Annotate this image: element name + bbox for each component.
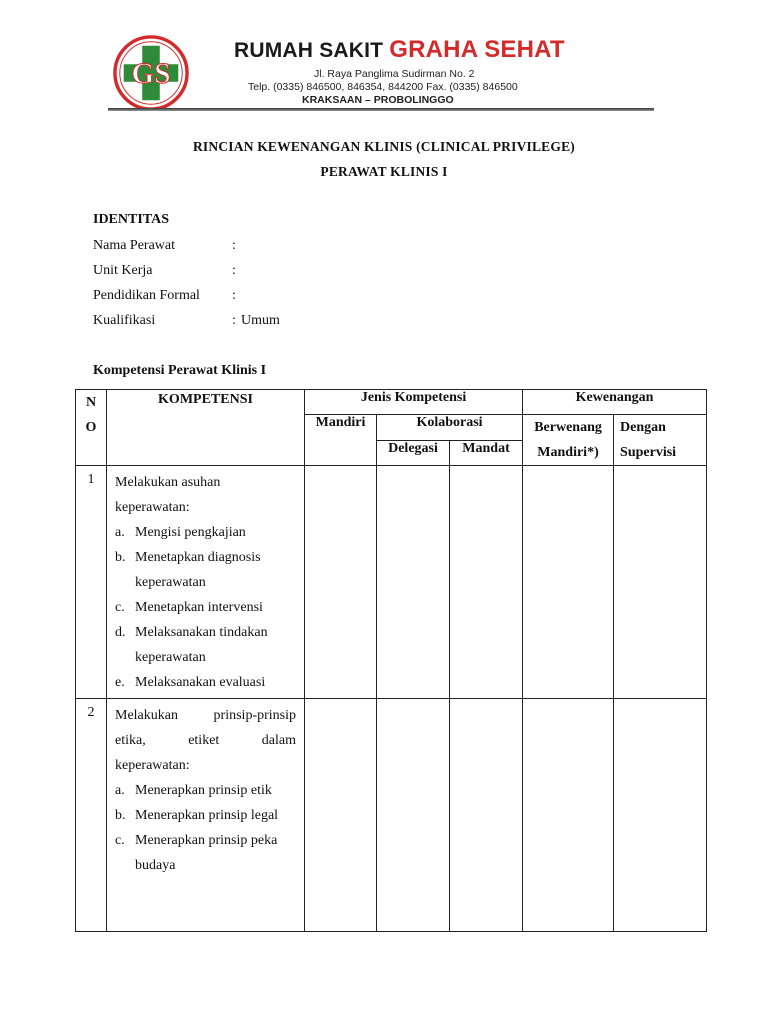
document-subtitle: PERAWAT KLINIS I <box>320 164 448 179</box>
header-mandiri: Mandiri <box>305 415 377 466</box>
header-no <box>76 390 107 466</box>
svg-text:GS: GS <box>131 57 171 90</box>
cell-dengan-supervisi[interactable] <box>614 699 707 932</box>
competency-subitem: c. Menerapkan prinsip peka budaya <box>115 833 278 873</box>
hospital-name-accent: GRAHA SEHAT <box>389 36 565 63</box>
identity-row-kualifikasi <box>93 313 493 333</box>
hospital-address: Jl. Raya Panglima Sudirman No. 2 <box>314 68 475 80</box>
header-jenis-kompetensi: Jenis Kompetensi <box>305 390 523 415</box>
cell-mandiri[interactable] <box>305 466 377 699</box>
field-value: Umum <box>241 313 280 328</box>
header-berwenang-mandiri <box>523 415 614 466</box>
hospital-city: KRAKSAAN – PROBOLINGGO <box>302 94 454 106</box>
competency-description <box>107 699 305 932</box>
cell-berwenang-mandiri[interactable] <box>523 699 614 932</box>
cell-delegasi[interactable] <box>377 466 450 699</box>
header-berwenang-line2: Mandiri*) <box>537 445 599 460</box>
competency-heading: Kompetensi Perawat Klinis I <box>93 363 267 378</box>
field-label: Pendidikan Formal <box>93 288 200 303</box>
header-no-line2: O <box>85 420 97 435</box>
field-label: Nama Perawat <box>93 238 176 253</box>
field-colon: : <box>232 263 236 278</box>
table-row <box>76 699 707 932</box>
competency-title: Melakukan prinsip-prinsip etika, etiket dalam keperawatan: <box>115 708 296 773</box>
competency-description <box>107 466 305 699</box>
competency-table <box>75 389 707 932</box>
field-label: Kualifikasi <box>93 313 156 328</box>
hospital-name-prefix: RUMAH SAKIT <box>234 39 384 62</box>
header-kolaborasi: Kolaborasi <box>377 415 523 441</box>
hospital-logo <box>112 34 190 112</box>
header-kompetensi-label: KOMPETENSI <box>158 392 253 407</box>
identity-row-pendidikan-formal <box>93 288 493 308</box>
cell-berwenang-mandiri[interactable] <box>523 466 614 699</box>
document-title: RINCIAN KEWENANGAN KLINIS (CLINICAL PRIVILEGE) <box>192 139 575 154</box>
cell-dengan-supervisi[interactable] <box>614 466 707 699</box>
field-colon: : <box>232 288 236 303</box>
competency-subitem: a. Mengisi pengkajian <box>115 525 246 540</box>
header-kewenangan: Kewenangan <box>523 390 707 415</box>
field-colon: : <box>232 313 236 328</box>
letterhead-divider <box>108 108 654 111</box>
cell-mandiri[interactable] <box>305 699 377 932</box>
letterhead <box>108 28 656 112</box>
competency-subitem: a. Menerapkan prinsip etik <box>115 783 272 798</box>
competency-subitem: b. Menetapkan diagnosis keperawatan <box>115 550 261 590</box>
header-delegasi: Delegasi <box>377 440 450 466</box>
identity-row-unit-kerja <box>93 263 493 283</box>
field-label: Unit Kerja <box>93 263 153 278</box>
row-number: 2 <box>76 699 107 932</box>
table-row <box>76 466 707 699</box>
header-mandat: Mandat <box>450 440 523 466</box>
header-dengan-line2: Supervisi <box>620 445 677 460</box>
competency-subitem: e. Melaksanakan evaluasi <box>115 675 266 690</box>
header-kompetensi <box>107 390 305 466</box>
cell-mandat[interactable] <box>450 466 523 699</box>
cell-mandat[interactable] <box>450 699 523 932</box>
header-dengan-line1: Dengan <box>620 420 666 435</box>
header-dengan-supervisi <box>614 415 707 466</box>
hospital-name <box>234 36 565 64</box>
identity-heading: IDENTITAS <box>93 212 169 227</box>
hospital-phone: Telp. (0335) 846500, 846354, 844200 Fax. (0335) 846500 <box>248 81 518 93</box>
competency-subitem: b. Menerapkan prinsip legal <box>115 808 279 823</box>
field-colon: : <box>232 238 236 253</box>
cell-delegasi[interactable] <box>377 699 450 932</box>
header-no-line1: N <box>85 395 97 410</box>
header-berwenang-line1: Berwenang <box>534 420 602 435</box>
competency-subitem: d. Melaksanakan tindakan keperawatan <box>115 625 268 665</box>
row-number: 1 <box>76 466 107 699</box>
competency-title: Melakukan asuhan keperawatan: <box>115 475 221 515</box>
identity-row-nama-perawat <box>93 238 493 258</box>
competency-subitem: c. Menetapkan intervensi <box>115 600 263 615</box>
